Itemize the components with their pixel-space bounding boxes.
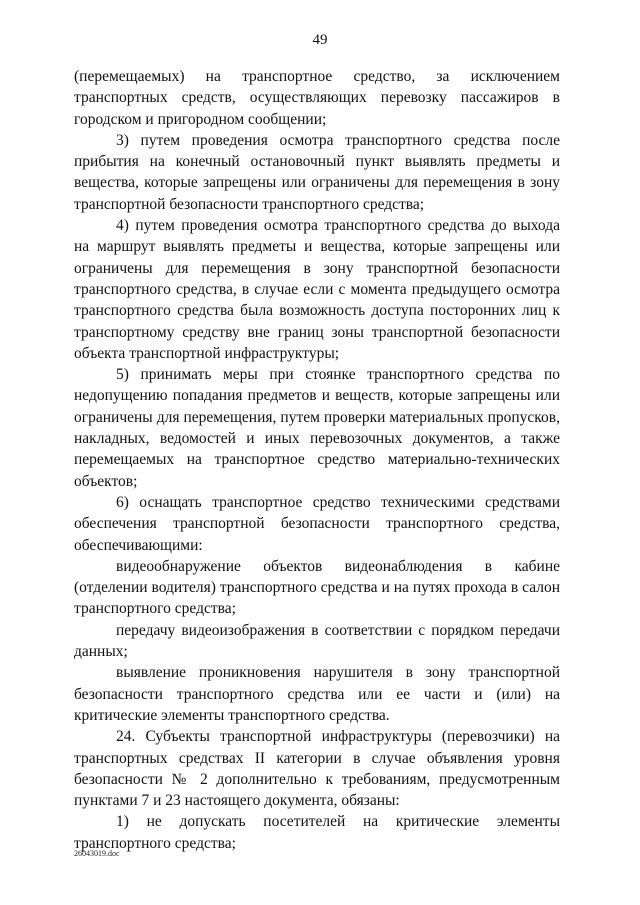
paragraph-continuation: (перемещаемых) на транспортное средство, за исключением транспортных средств, осуществляющих перевозку пассажиров в городском и пригородном сообщении; bbox=[74, 68, 560, 128]
document-body bbox=[74, 66, 560, 854]
paragraph-subitem-video-transfer: передачу видеоизображения в соответствии с порядком передачи данных; bbox=[74, 621, 560, 661]
paragraph-item-5: 5) принимать меры при стоянке транспортного средства по недопущению попадания предметов и веществ, которые запрещены или ограничены для перемещения, путем проверки материальных пропусков, накладных, ведомостей и иных перевозочных документов, а также перемещаемых на транспортное средство материально-технических объектов; bbox=[74, 366, 560, 490]
paragraph-item-6: 6) оснащать транспортное средство техническими средствами обеспечения транспортной безопасности транспортного средства, обеспечивающими: bbox=[74, 493, 560, 554]
paragraph-subitem-intrusion-detection: выявление проникновения нарушителя в зону транспортной безопасности транспортного средства или ее части и (или) на критические элементы транспортного средства. bbox=[74, 664, 560, 724]
footer-filename: 26043019.doc bbox=[74, 849, 120, 858]
paragraph-section-24: 24. Субъекты транспортной инфраструктуры (перевозчики) на транспортных средствах II категории в случае объявления уровня безопасности № 2 дополнительно к требованиям, предусмотренным пунктами 7 и 23 настоящего документа, обязаны: bbox=[74, 728, 560, 810]
page-number: 49 bbox=[312, 32, 328, 48]
paragraph-item-3: 3) путем проведения осмотра транспортного средства после прибытия на конечный остановочный пункт выявлять предметы и вещества, которые запрещены или ограничены для перемещения в зону транспортной безопасности транспортного средства; bbox=[74, 131, 560, 213]
paragraph-item-4: 4) путем проведения осмотра транспортного средства до выхода на маршрут выявлять предметы и вещества, которые запрещены или ограничены для перемещения в зону транспортной безопасности транспортного средства, в случае если с момента предыдущего осмотра транспортного средства была возможность доступа посторонних лиц к транспортному средству вне границ зоны транспортной безопасности объекта транспортной инфраструктуры; bbox=[74, 217, 560, 362]
paragraph-section-24-item-1: 1) не допускать посетителей на критические элементы транспортного средства; bbox=[74, 813, 560, 852]
paragraph-subitem-video-detection: видеообнаружение объектов видеонаблюдения в кабине (отделении водителя) транспортного средства и на путях прохода в салон транспортного средства; bbox=[74, 557, 560, 618]
